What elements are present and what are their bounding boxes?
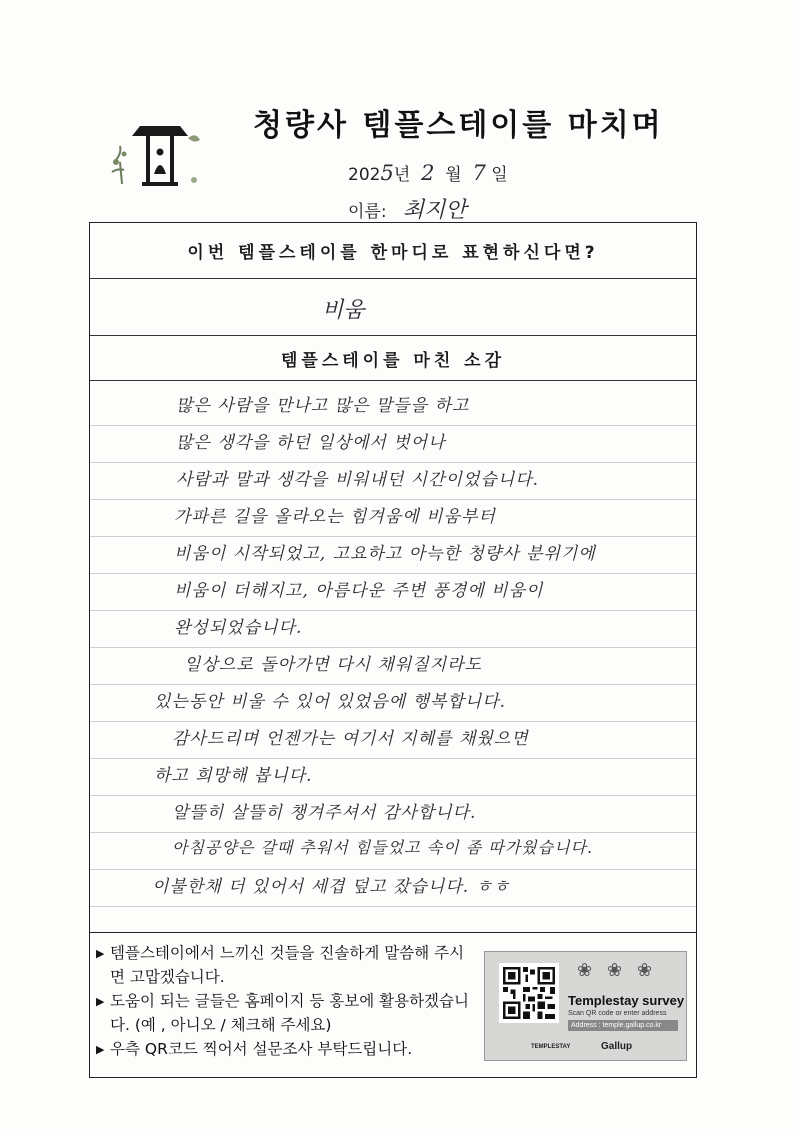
- reflection-line: 사람과 말과 생각을 비워내던 시간이었습니다.: [176, 470, 540, 490]
- qr-card-subtitle: Scan QR code or enter address: [568, 1010, 667, 1017]
- reflection-line: 비움이 시작되었고, 고요하고 아늑한 청량사 분위기에: [174, 544, 596, 564]
- lotus-icon: ❀: [607, 960, 623, 981]
- templestay-brand: TEMPLESTAY: [531, 1044, 571, 1050]
- reflection-line: 일상으로 돌아가면 다시 채워질지라도: [184, 655, 482, 675]
- date-month-label: 월: [445, 165, 462, 185]
- reflection-line: 많은 생각을 하던 일상에서 벗어나: [176, 433, 446, 453]
- qr-card-address[interactable]: Address : temple.gallup.co.kr: [568, 1020, 678, 1031]
- triangle-bullet-icon: ▶: [96, 947, 105, 960]
- name-handwritten: 최지안: [402, 198, 467, 223]
- answer-handwritten: 비움: [322, 298, 365, 323]
- date-year-label: 년: [393, 165, 411, 185]
- reflection-line: 많은 사람을 만나고 많은 말들을 하고: [176, 396, 470, 416]
- date-day-label: 일: [491, 165, 508, 185]
- reflection-line: 알뜰히 살뜰히 챙겨주셔서 감사합니다.: [172, 803, 477, 823]
- note-item: ▶ 도움이 되는 글들은 홈페이지 등 홍보에 활용하겠습니다. (예 , 아니오 / 체크해 주세요): [96, 989, 478, 1037]
- date-month-handwritten: 2: [421, 161, 435, 185]
- reflection-line: 있는동안 비울 수 있어 있었음에 행복합니다.: [154, 692, 507, 712]
- survey-sheet: [89, 222, 697, 933]
- reflection-line: 아침공양은 갈때 추워서 힘들었고 속이 좀 따가웠습니다.: [172, 838, 594, 857]
- reflection-line: 이불한채 더 있어서 세겹 덮고 잤습니다. ㅎㅎ: [152, 877, 511, 897]
- reflection-heading: 템플스테이를 마친 소감: [90, 336, 696, 381]
- date-year-handwritten: 5: [380, 161, 394, 185]
- qr-code-icon[interactable]: [499, 963, 559, 1023]
- qr-card-title: Templestay survey: [568, 993, 685, 1008]
- date-day-handwritten: 7: [472, 161, 486, 185]
- qr-survey-card[interactable]: [484, 951, 687, 1061]
- reflection-line: 하고 희망해 봅니다.: [154, 766, 313, 786]
- triangle-bullet-icon: ▶: [96, 995, 105, 1008]
- page-title: 청량사 템플스테이를 마치며: [253, 108, 664, 143]
- footer-box: [89, 933, 697, 1078]
- question-heading: 이번 템플스테이를 한마디로 표현하신다면?: [90, 223, 696, 279]
- reflection-line: 완성되었습니다.: [174, 618, 303, 638]
- note-item: ▶ 우측 QR코드 찍어서 설문조사 부탁드립니다.: [96, 1037, 478, 1062]
- reflection-line: 감사드리며 언젠가는 여기서 지혜를 채웠으면: [172, 729, 529, 749]
- date-year-prefix: 202: [348, 165, 381, 185]
- triangle-bullet-icon: ▶: [96, 1043, 105, 1056]
- name-line: [348, 193, 467, 224]
- reflection-line: 비움이 더해지고, 아름다운 주변 풍경에 비움이: [174, 581, 544, 601]
- lotus-icon: ❀: [637, 960, 653, 981]
- temple-logo: [108, 118, 208, 193]
- reflection-line: 가파른 길을 올라오는 힘겨움에 비움부터: [174, 507, 496, 527]
- answer-box: [90, 279, 696, 336]
- name-label: 이름:: [348, 202, 387, 222]
- ruled-lines: [90, 381, 696, 934]
- notes-list: [96, 941, 478, 1062]
- date-line: [348, 160, 508, 185]
- note-item: ▶ 템플스테이에서 느끼신 것들을 진솔하게 말씀해 주시면 고맙겠습니다.: [96, 941, 478, 989]
- gallup-brand: Gallup: [601, 1041, 633, 1052]
- lotus-icon: ❀: [577, 960, 593, 981]
